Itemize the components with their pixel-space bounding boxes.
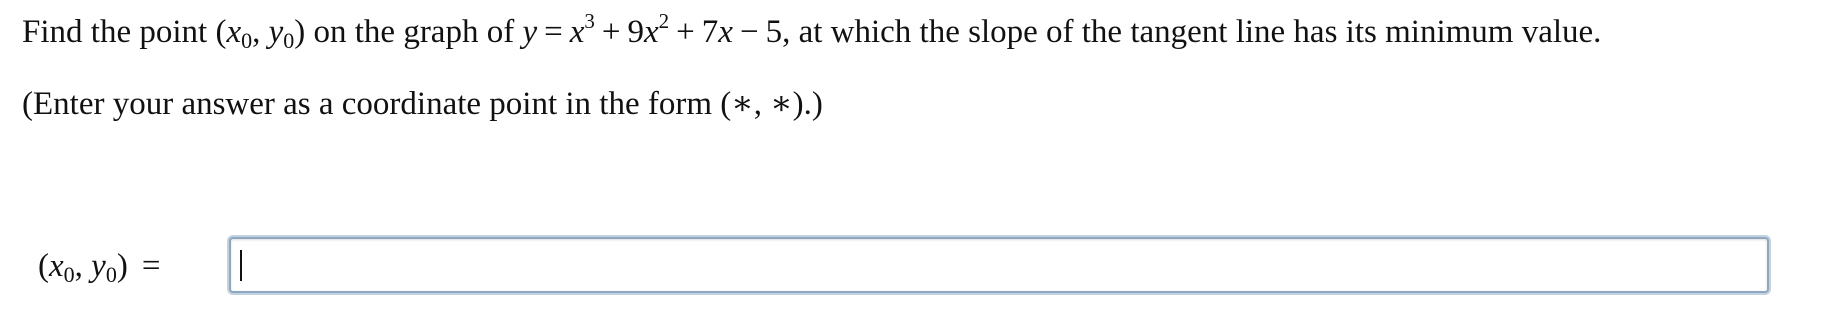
point-notation: ($x_0$, $y_0$)	[215, 14, 306, 53]
text-cursor	[240, 250, 242, 281]
function-equation: $y = x^3 + 9x^2 + 7x - 5$,	[522, 9, 791, 50]
question-prefix: Find the point	[22, 14, 208, 50]
question-suffix: at which the slope of the tangent line has its minimum value.	[798, 14, 1602, 50]
answer-instruction: (Enter your answer as a coordinate point in the form (∗, ∗).)	[22, 86, 823, 122]
question-middle: on the graph of	[313, 14, 515, 50]
question-text	[22, 9, 1602, 53]
answer-input[interactable]	[229, 237, 1769, 293]
answer-label: ($x_0$, $y_0$) =	[38, 248, 161, 287]
